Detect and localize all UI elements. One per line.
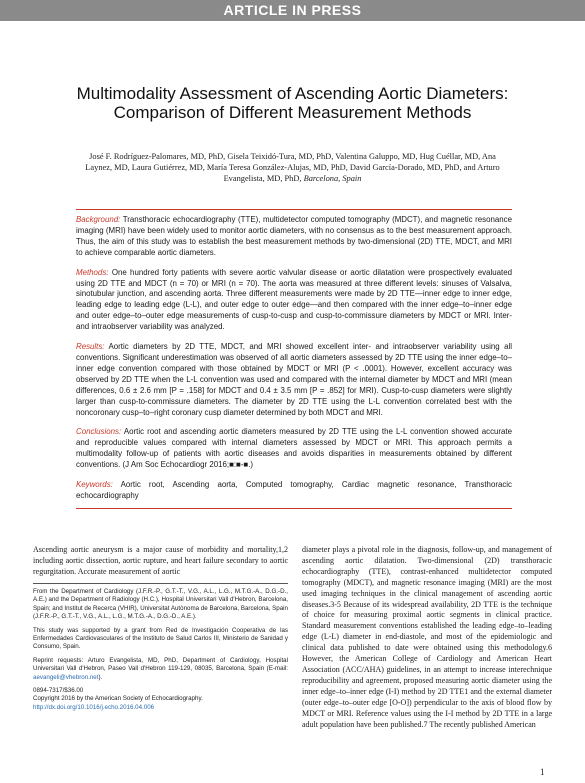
abstract-methods <box>76 268 512 333</box>
reprint-note <box>33 657 288 682</box>
author-list <box>80 151 505 184</box>
article-in-press-banner: ARTICLE IN PRESS <box>0 0 585 21</box>
conclusions-text: Aortic root and ascending aortic diameters measured by 2D TTE using the L-L convention showed accurate and reproducible values compared with internal diameters assessed by MDCT or MRI. This approach permits a multimodality follow-up of patients with aortic diseases and avoids disparities in measurements obtained by different conventions. (J Am Soc Echocardiogr 2016;■:■-■.) <box>76 427 512 470</box>
methods-text: One hundred forty patients with severe aortic valvular disease or aortic dilatation were prospectively evaluated using 2D TTE and MDCT (n = 70) or MRI (n = 70). The aorta was measured at three different levels: sinuses of Valsalva, sinotubular junction, and ascending aorta. Three different measurements were made by 2D TTE—inner edge to inner edge, leading edge to leading edge (L-L), and outer edge to outer edge—and then compared with the inner edge–to–inner edge and outer edge–to–outer edge measurements of cusp-to-cusp and cusp-to-commissure diameters by MDCT or MRI. Inter- and intraobserver variability was analyzed. <box>76 267 512 332</box>
body-column-left <box>33 545 288 578</box>
methods-label: Methods: <box>76 267 109 277</box>
abstract-box <box>76 209 512 509</box>
footnotes <box>33 588 288 712</box>
keywords-text: Aortic root, Ascending aorta, Computed tomography, Cardiac magnetic resonance, Transthoracic echocardiography <box>76 480 512 500</box>
conclusions-label: Conclusions: <box>76 427 122 437</box>
doi-link[interactable]: http://dx.doi.org/10.1016/j.echo.2016.04.006 <box>33 703 155 711</box>
page-number: 1 <box>540 767 545 777</box>
background-text: Transthoracic echocardiography (TTE), multidetector computed tomography (MDCT), and magnetic resonance imaging (MRI) have been widely used to monitor aortic diameters, with no consensus as to the best measurement approach. Thus, the aim of this study was to establish the best measurement methods by two-dimensional (2D) TTE, MDCT, and MRI to achieve comparable aortic diameters. <box>76 215 512 257</box>
results-text: Aortic diameters by 2D TTE, MDCT, and MRI showed excellent inter- and intraobserver variability using all conventions. Significant underestimation was observed of all aortic diameters assessed by 2D TTE using the inner edge–to–inner edge convention compared with those obtained by MDCT or MRI (P < .0001). However, excellent accuracy was observed by 2D TTE when the L-L convention was used and compared with the internal diameter by MDCT and MRI (mean differences, 0.6 ± 2.6 mm [P = .158] for MDCT and 0.4 ± 3.5 mm [P = .852] for MRI). Cusp-to-cusp diameters were slightly larger than cusp-to-commissure diameters. The diameter by 2D TTE using the L-L convention correlated best with the noncoronary cusp–to–right coronary cusp diameter determined by both MDCT and MRI. <box>76 342 513 417</box>
abstract-keywords <box>76 480 512 502</box>
email-link[interactable]: aevangeli@vhebron.net <box>33 673 99 681</box>
article-title: Multimodality Assessment of Ascending Aortic Diameters: Comparison of Different Measurement Methods <box>76 84 509 122</box>
keywords-label: Keywords: <box>76 480 113 490</box>
continued-paragraph: diameter plays a pivotal role in the diagnosis, follow-up, and management of ascending aortic dilatation. Two-dimensional (2D) transthoracic echocardiography (TTE), contrast-enhanced multidetector computed tomography (MDCT), and magnetic resonance imaging (MRI) are the most used imaging techniques in the clinical management of ascending aortic diseases.3-5 Because of its widespread availability, 2D TTE is the technique of choice for measuring proximal aortic segments in clinical practice. Standard measurement conventions established the leading edge–to–leading edge (L-L) diameter in end-diastole, and most of the epidemiologic and clinical data published to date were obtained using this methodology.6 However, the American College of Cardiology and American Heart Association (ACC/AHA) guidelines, in an attempt to increase interechnique reproducibility and agreement, proposed measuring aortic diameter using the inner edge–to–inner edge (I-I) method by 2D TTE1 and the external diameter (outer edge–to–outer edge [O-O]) perpendicular to the axis of blood flow by MDCT or MRI. Reference values using the I-I method by 2D TTE in a large adult population have been published.7 The recently published American <box>302 545 552 729</box>
reprint-text: Reprint requests: Arturo Evangelista, MD, PhD, Department of Cardiology, Hospital Universitari Vall d'Hebron, Paseo Vall d'Hebron 119-129, 08035, Barcelona, Spain (E-mail: <box>33 656 288 673</box>
body-column-right <box>302 545 552 730</box>
author-names: José F. Rodríguez-Palomares, MD, PhD, Gisela Teixidó-Tura, MD, PhD, Valentina Galuppo, MD, Hug Cuéllar, MD, Ana Laynez, MD, Laura Gutiérrez, MD, María Teresa González-Alujas, MD, PhD, David García-Dorado, MD, PhD, and Arturo Evangelista, MD, PhD, <box>85 152 500 183</box>
abstract-conclusions <box>76 427 512 471</box>
issn-line: 0894-7317/$36.00 <box>33 687 84 695</box>
author-location: Barcelona, Spain <box>303 174 362 183</box>
abstract-background <box>76 215 512 259</box>
intro-paragraph: Ascending aortic aneurysm is a major cause of morbidity and mortality,1,2 including aortic dissection, aortic rupture, and heart failure secondary to aortic regurgitation. Accurate measurement of aortic <box>33 545 288 576</box>
copyright-line: Copyright 2016 by the American Society of Echocardiography. <box>33 695 203 703</box>
background-label: Background: <box>76 215 121 224</box>
affiliation-note: From the Department of Cardiology (J.F.R.-P., G.T.-T., V.G., A.L., L.G., M.T.G.-A., D.G.-D., A.E.) and the Department of Radiology (H.C.), Hospital Universitari Vall d'Hebron, Barcelona, Spain; and Institut de Recerca (VHIR), Universitat Autònoma de Barcelona, Barcelona, Spain (J.F.R.-P., G.T.-T., V.G., A.L., L.G., M.T.G.-A., D.G.-D., A.E.). <box>33 588 288 621</box>
reprint-end: ). <box>98 673 103 681</box>
footnote-divider <box>33 583 288 584</box>
funding-note: This study was supported by a grant from Red de Investigación Cooperativa de las Enfermedades Cardiovasculares of the Instituto de Salud Carlos III, Ministerio de Sanidad y Consumo, Spain. <box>33 626 288 651</box>
results-label: Results: <box>76 342 105 352</box>
abstract-results <box>76 342 512 418</box>
